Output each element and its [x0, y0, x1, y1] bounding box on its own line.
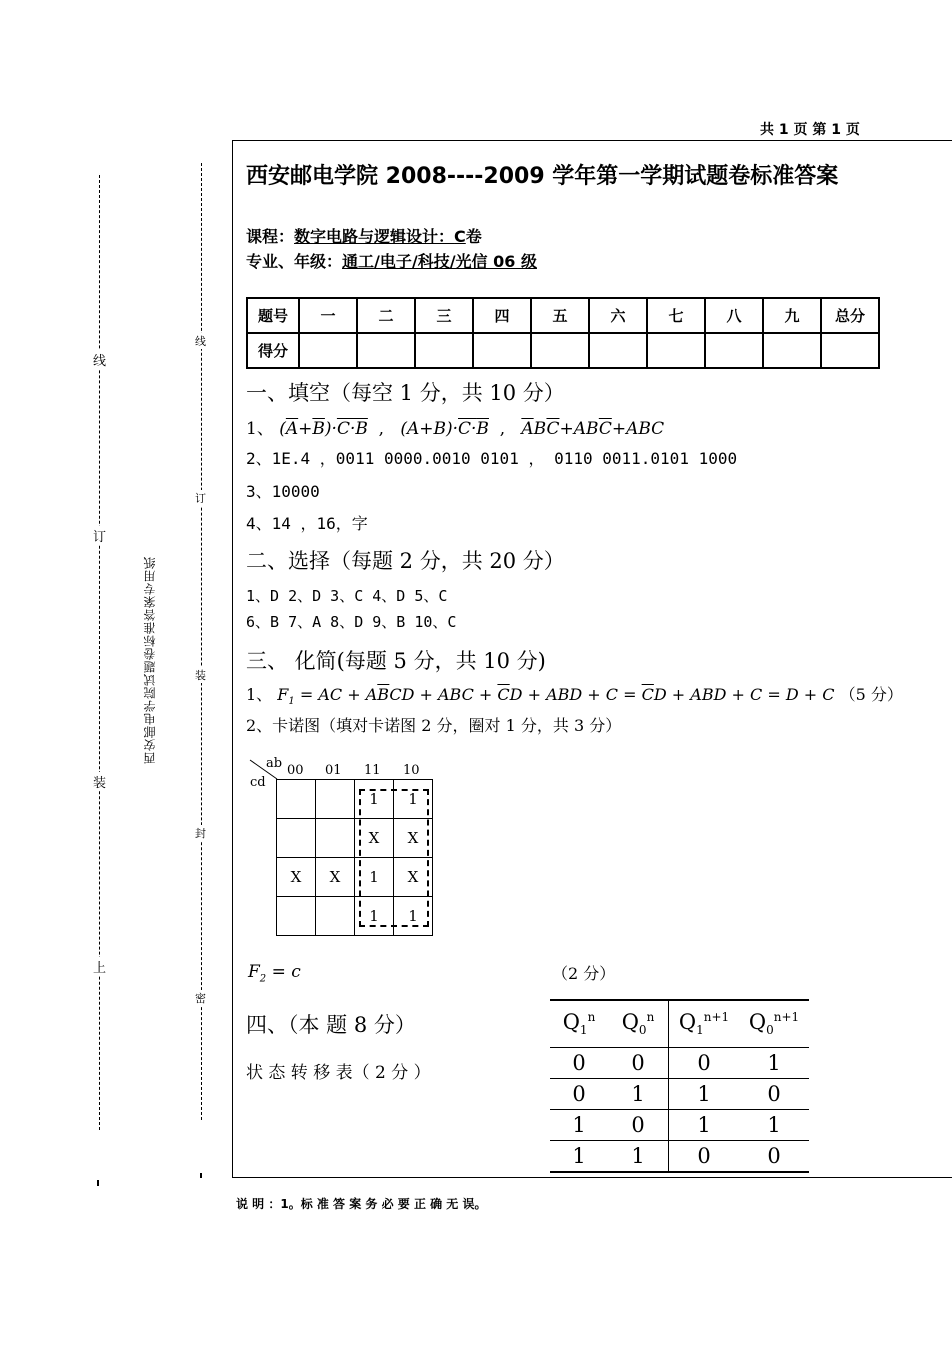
score-cell	[821, 333, 879, 368]
state-row	[550, 1141, 809, 1173]
binding-char-ding: 订	[93, 526, 106, 545]
kmap-cell: 1	[355, 897, 394, 936]
kmap-cell	[316, 780, 355, 819]
score-header-9: 九	[763, 298, 821, 333]
state-col-q1n: $Q_1^n$	[562, 1010, 596, 1038]
kmap-cell: X	[394, 819, 433, 858]
sec4-title: 四、（本 题 8 分）	[246, 1013, 416, 1037]
score-row1-label: 题号	[247, 298, 299, 333]
sec1-q1-expr2: (A+B)·C·B	[400, 419, 489, 439]
kmap-col-01: 01	[325, 763, 342, 778]
state-table-header	[550, 1000, 809, 1048]
kmap-cell	[316, 897, 355, 936]
binding-mark	[97, 1180, 99, 1186]
state-cell: 0	[572, 1082, 586, 1106]
score-header-8: 八	[705, 298, 763, 333]
kmap-group-circle	[359, 789, 429, 927]
state-col-q0n1: $Q_0^{n+1}$	[748, 1010, 800, 1038]
kmap-col-10: 10	[403, 763, 420, 778]
footer-note: 说 明 ：1。标 准 答 案 务 必 要 正 确 无 误。	[236, 1197, 487, 1211]
score-table	[246, 297, 880, 369]
score-cell	[763, 333, 821, 368]
state-cell: 0	[697, 1051, 711, 1075]
score-table-score-row	[247, 333, 879, 368]
kmap-cell: 1	[355, 858, 394, 897]
sec2-title: 二、选择（每题 2 分，共 20 分）	[246, 549, 565, 573]
kmap-corner-top: ab	[266, 756, 283, 771]
sec3-q1-expr: $F_1$ = AC + $A\overline{B}CD$ + ABC + $\overline{C}D$ + ABD + $C = \overline{C}D$ + ABD + C = D + C	[277, 685, 835, 708]
binding-char-zhuang: 装	[93, 772, 106, 791]
sec3-q1-score: （5 分）	[839, 685, 903, 704]
kmap-cell	[277, 780, 316, 819]
kmap-col-11: 11	[364, 763, 381, 778]
state-cell: 1	[697, 1113, 711, 1137]
sec1-q1-expr3: $\overline{A}B\overline{C}+AB\overline{C}+ABC$	[521, 419, 665, 439]
score-header-6: 六	[589, 298, 647, 333]
kmap-corner-left: cd	[250, 775, 266, 790]
state-cell: 1	[608, 1141, 669, 1173]
state-cell: 0	[767, 1082, 781, 1106]
state-cell: 1	[608, 1079, 669, 1110]
score-header-4: 四	[473, 298, 531, 333]
page-title: 西安邮电学院 2008----2009 学年第一学期试题卷标准答案	[246, 164, 839, 189]
state-row	[550, 1079, 809, 1110]
state-table	[550, 999, 809, 1173]
f2-score: （2 分）	[552, 964, 616, 983]
page-info: 共 1 页 第 1 页	[760, 122, 860, 138]
score-cell	[705, 333, 763, 368]
f2-result: $F_2 = c$	[248, 962, 301, 985]
sec2-row2: 6、B 7、A 8、D 9、B 10、C	[246, 613, 457, 631]
kmap-cell	[277, 819, 316, 858]
binding-char-zhuang2: 装	[195, 669, 206, 682]
kmap-cell	[277, 897, 316, 936]
kmap-cell: X	[394, 858, 433, 897]
kmap-cell: 1	[355, 780, 394, 819]
course-paper: C	[454, 227, 466, 246]
state-col-q0n: $Q_0^n$	[608, 1000, 669, 1048]
score-cell	[531, 333, 589, 368]
sec1-q1-expr1: $(\overline{A}+\overline{B})\cdot C\cdot B$	[279, 419, 368, 439]
score-header-2: 二	[357, 298, 415, 333]
sec1-q3: 3、10000	[246, 482, 320, 501]
state-cell: 1	[767, 1113, 781, 1137]
sec4-subtitle: 状 态 转 移 表（ 2 分 ）	[246, 1063, 431, 1083]
kmap-cell: X	[277, 858, 316, 897]
binding-line-inner	[201, 163, 202, 1120]
course-label: 课程：	[246, 227, 295, 246]
score-table-header-row	[247, 298, 879, 333]
binding-char-shang: 上	[93, 957, 106, 976]
score-cell	[415, 333, 473, 368]
state-row	[550, 1048, 809, 1079]
state-cell: 0	[608, 1110, 669, 1141]
score-cell	[299, 333, 357, 368]
state-cell: 1	[572, 1144, 586, 1168]
score-header-3: 三	[415, 298, 473, 333]
score-row2-label: 得分	[247, 333, 299, 368]
score-header-5: 五	[531, 298, 589, 333]
major-value: 通工/电子/科技/光信 06 级	[342, 252, 537, 271]
score-cell	[357, 333, 415, 368]
sec2-row1: 1、D 2、D 3、C 4、D 5、C	[246, 587, 448, 605]
kmap-col-00: 00	[287, 763, 304, 778]
sec3-q1-prefix: 1、	[246, 685, 273, 704]
binding-char-feng: 封	[195, 827, 206, 840]
major-label: 专业、年级：	[246, 252, 343, 271]
state-cell: 1	[697, 1082, 711, 1106]
sec3-q1	[246, 682, 903, 707]
score-cell	[473, 333, 531, 368]
sec1-q2: 2、1E.4 ，0011 0000.0010 0101 ， 0110 0011.0101 1000	[246, 449, 738, 468]
kmap-cell: X	[316, 858, 355, 897]
score-cell	[589, 333, 647, 368]
sec1-q4: 4、14 ，16，字	[246, 514, 368, 533]
major-line	[246, 249, 537, 272]
binding-char-xian: 线	[93, 350, 106, 369]
state-cell: 0	[572, 1051, 586, 1075]
score-header-total: 总分	[821, 298, 879, 333]
binding-mark-2	[200, 1173, 202, 1178]
sec3-title: 三、 化简(每题 5 分，共 10 分)	[246, 649, 546, 673]
state-cell: 0	[767, 1144, 781, 1168]
state-cell: 0	[697, 1144, 711, 1168]
binding-char-xian2: 线	[195, 335, 206, 348]
sec1-q1: 1、 $(\overline{A}+\overline{B})\cdot C\cdot B$ , (A+B)·C·B , $\overline{A}B\overline{C}+AB\overline{C}+ABC$	[246, 419, 665, 439]
score-cell	[647, 333, 705, 368]
score-header-1: 一	[299, 298, 357, 333]
state-cell: 1	[572, 1113, 586, 1137]
course-line	[246, 224, 482, 247]
sec3-q2: 2、卡诺图（填对卡诺图 2 分，圈对 1 分，共 3 分）	[246, 716, 622, 735]
kmap-cell	[316, 819, 355, 858]
binding-note: 西安邮电学院试题卷标准答案专用纸	[143, 556, 157, 764]
sec1-title: 一、填空（每空 1 分，共 10 分）	[246, 381, 565, 405]
kmap-cell: X	[355, 819, 394, 858]
course-suffix: 卷	[465, 227, 482, 246]
state-cell: 0	[608, 1048, 669, 1079]
binding-char-mi: 密	[195, 992, 206, 1005]
kmap-cell: 1	[394, 897, 433, 936]
binding-line-outer	[99, 175, 100, 1130]
state-cell: 1	[767, 1051, 781, 1075]
state-row	[550, 1110, 809, 1141]
binding-char-ding2: 订	[195, 492, 206, 505]
score-header-7: 七	[647, 298, 705, 333]
state-col-q1n1: $Q_1^{n+1}$	[678, 1010, 730, 1038]
kmap-cell: 1	[394, 780, 433, 819]
sec1-q1-prefix: 1、	[246, 419, 274, 439]
course-value: 数字电路与逻辑设计：	[294, 227, 455, 246]
